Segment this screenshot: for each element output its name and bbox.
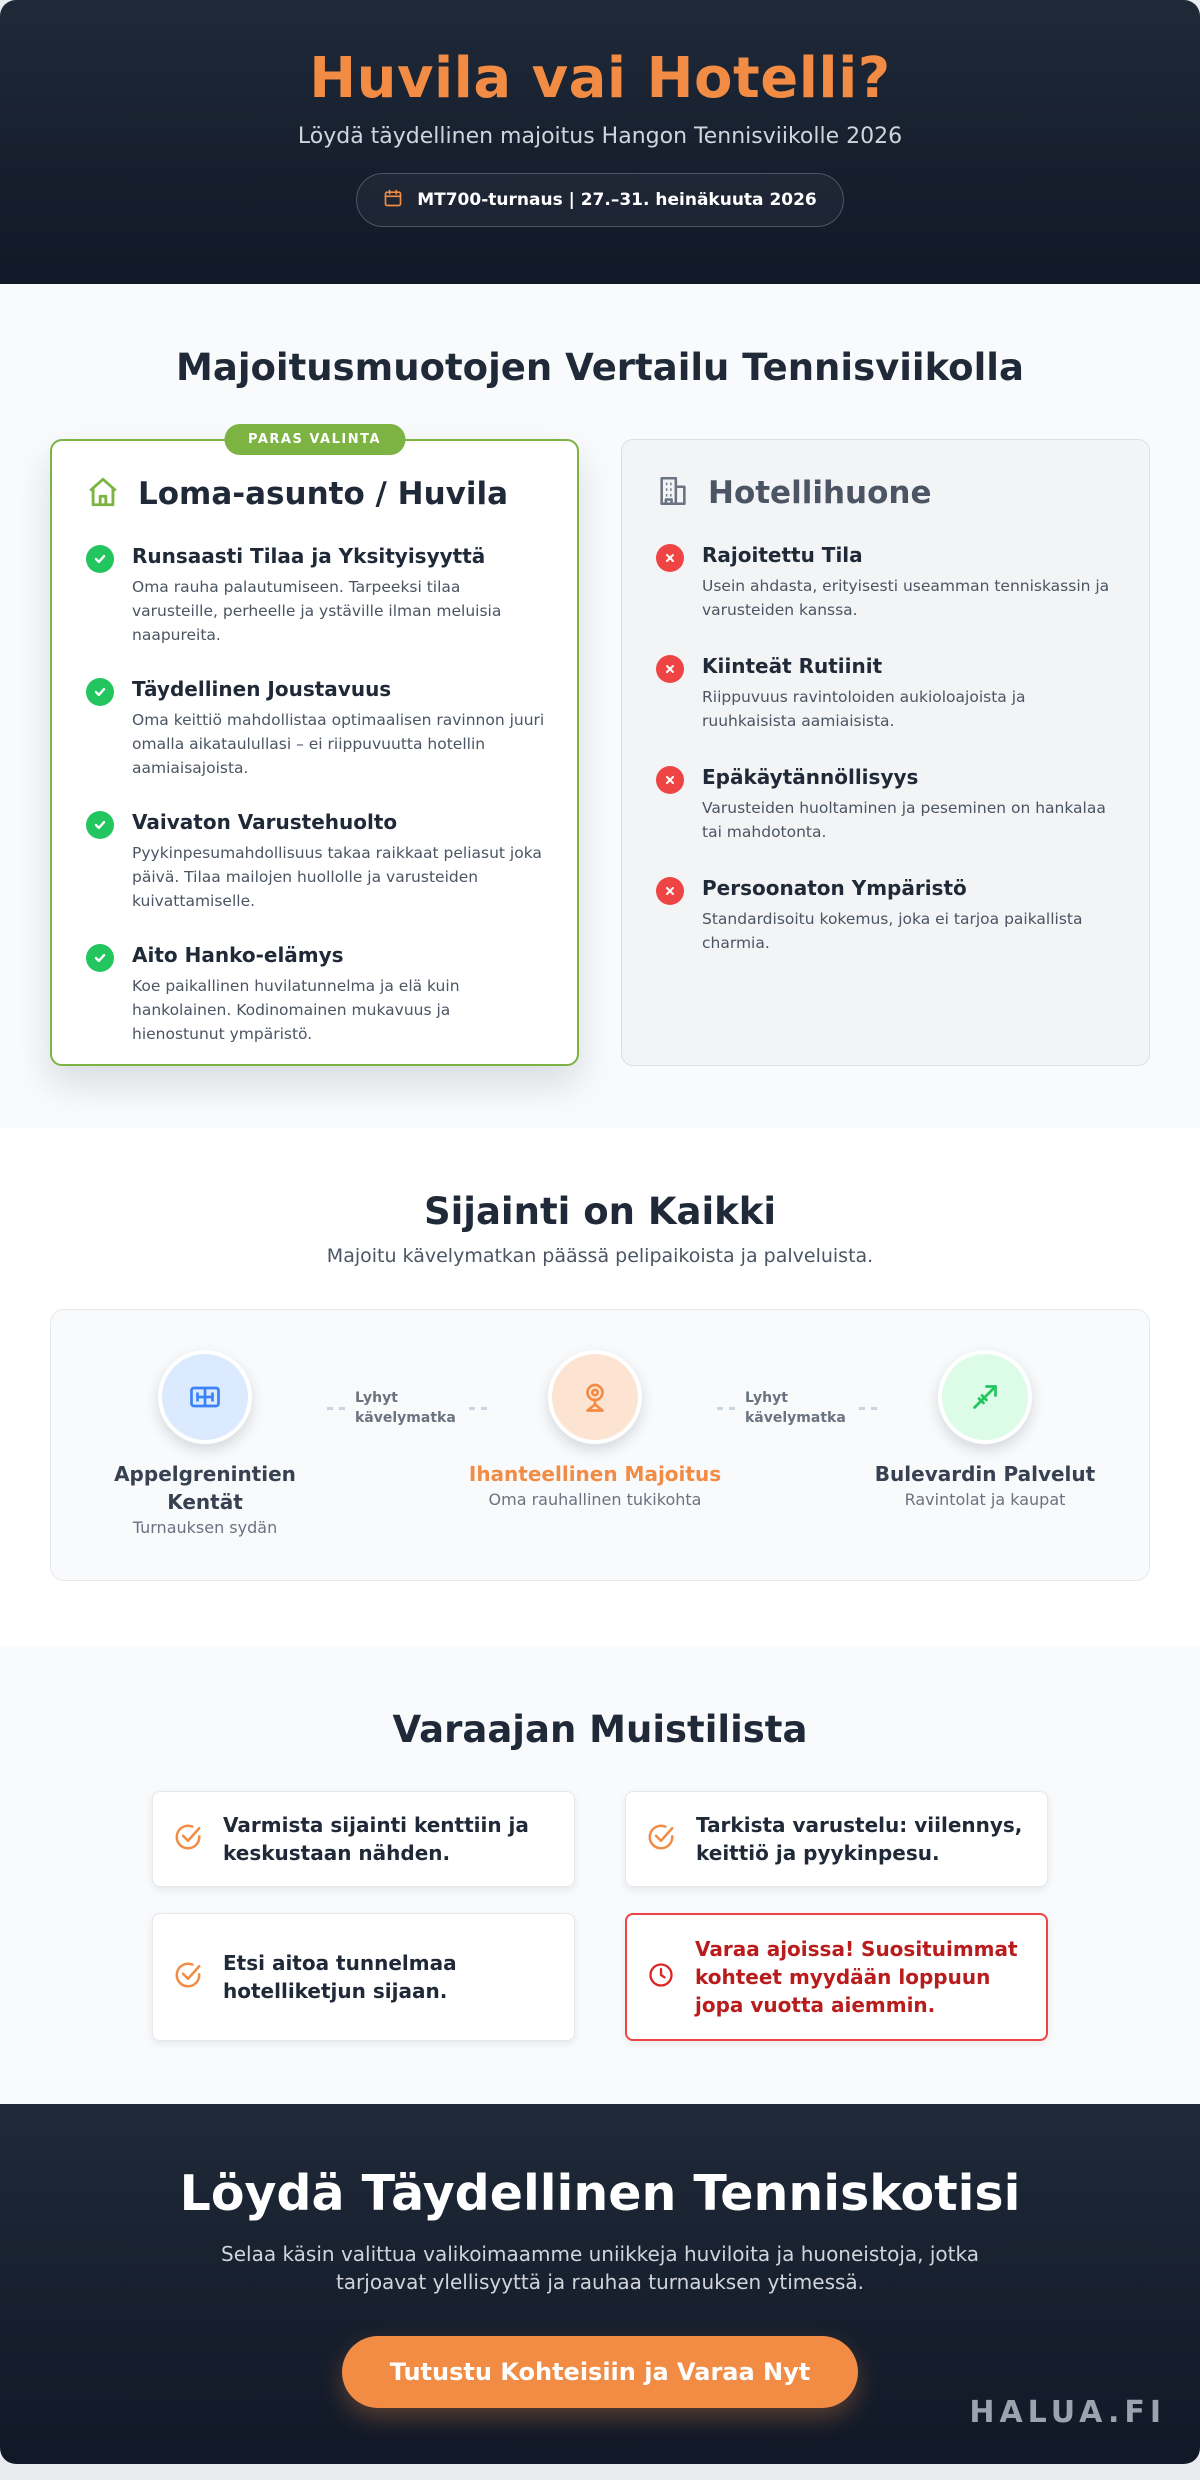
location-section <box>0 1128 1200 1646</box>
hotel-feature-title: Epäkäytännöllisyys <box>702 765 919 789</box>
hotel-feature <box>656 653 1117 733</box>
tennis-court-icon <box>158 1350 252 1444</box>
house-icon <box>86 475 120 513</box>
checklist-item <box>152 1913 575 2041</box>
event-text: MT700-turnaus | 27.–31. heinäkuuta 2026 <box>417 190 817 210</box>
location-node-desc: Oma rauhallinen tukikohta <box>488 1490 702 1509</box>
event-badge <box>356 173 844 227</box>
villa-card-header <box>86 475 545 513</box>
hero-title: Huvila vai Hotelli? <box>309 46 891 111</box>
location-lead: Majoitu kävelymatkan päässä pelipaikoista ja palveluista. <box>326 1245 874 1267</box>
walk-connector <box>717 1388 877 1428</box>
x-circle-icon <box>656 877 684 905</box>
villa-feature-desc: Pyykinpesumahdollisuus takaa raikkaat peliasut joka päivä. Tilaa mailojen huollolle ja varusteiden kuivattamiselle. <box>132 844 542 910</box>
clock-icon <box>647 1961 675 1993</box>
comparison-cards <box>50 432 1150 1066</box>
villa-feature-desc: Koe paikallinen huvilatunnelma ja elä kuin hankolainen. Kodinomainen mukavuus ja hienostunut ympäristö. <box>132 977 460 1043</box>
cta-button[interactable]: Tutustu Kohteisiin ja Varaa Nyt <box>342 2336 859 2408</box>
villa-feature-title: Runsaasti Tilaa ja Yksityisyyttä <box>132 544 486 568</box>
hero-header <box>0 0 1200 284</box>
check-circle-icon <box>86 678 114 706</box>
x-circle-icon <box>656 544 684 572</box>
villa-feature <box>86 543 545 647</box>
hero-subtitle: Löydä täydellinen majoitus Hangon Tennisviikolle 2026 <box>297 124 903 149</box>
checklist-grid <box>0 1791 1200 2091</box>
brand-logo: HALUA.FI <box>969 2395 1166 2430</box>
checklist-item-text: Tarkista varustelu: viilennys, keittiö ja pyykinpesu. <box>696 1813 1023 1865</box>
location-node-name: Appelgrenintien Kentät <box>114 1462 296 1514</box>
hotel-feature-title: Persoonaton Ympäristö <box>702 876 967 900</box>
check-circle-icon <box>173 1960 203 1994</box>
cta-section <box>0 2104 1200 2464</box>
checklist-item-urgent <box>625 1913 1048 2041</box>
best-choice-badge: PARAS VALINTA <box>224 424 405 455</box>
location-node-accommodation <box>465 1350 725 1509</box>
hotel-feature <box>656 764 1117 844</box>
hotel-feature-desc: Riippuvuus ravintoloiden aukioloajoista ja ruuhkaisista aamiaisista. <box>702 688 1026 730</box>
hotel-feature <box>656 542 1117 622</box>
x-circle-icon <box>656 655 684 683</box>
location-node-desc: Turnauksen sydän <box>132 1518 278 1537</box>
location-node-services <box>855 1350 1115 1509</box>
comparison-section <box>0 284 1200 1128</box>
location-title: Sijainti on Kaikki <box>423 1190 777 1233</box>
checklist-item <box>625 1791 1048 1887</box>
hotel-feature-desc: Usein ahdasta, erityisesti useamman tenniskassin ja varusteiden kanssa. <box>702 577 1110 619</box>
hotel-card-title: Hotellihuone <box>708 475 932 511</box>
villa-feature-title: Aito Hanko-elämys <box>132 943 344 967</box>
villa-feature-desc: Oma keittiö mahdollistaa optimaalisen ravinnon juuri omalla aikataulullasi – ei riippuvuutta hotellin aamiaisajoista. <box>132 711 545 777</box>
villa-feature <box>86 676 545 780</box>
check-circle-icon <box>86 545 114 573</box>
checklist-section <box>0 1646 1200 2104</box>
check-circle-icon <box>173 1822 203 1856</box>
walk-label: Lyhyt kävelymatka <box>745 1390 846 1426</box>
walk-label: Lyhyt kävelymatka <box>355 1390 456 1426</box>
hotel-feature-desc: Standardisoitu kokemus, joka ei tarjoa paikallista charmia. <box>702 910 1083 952</box>
cta-title: Löydä Täydellinen Tenniskotisi <box>179 2165 1021 2222</box>
location-node-desc: Ravintolat ja kaupat <box>904 1490 1066 1509</box>
walk-connector <box>327 1388 487 1428</box>
location-node-courts <box>75 1350 335 1537</box>
checklist-title: Varaajan Muistilista <box>392 1708 808 1751</box>
x-circle-icon <box>656 766 684 794</box>
check-circle-icon <box>86 944 114 972</box>
check-circle-icon <box>86 811 114 839</box>
hotel-feature <box>656 875 1117 955</box>
villa-feature-title: Täydellinen Joustavuus <box>132 677 392 701</box>
villa-feature-desc: Oma rauha palautumiseen. Tarpeeksi tilaa varusteille, perheelle ja ystäville ilman meluisia naapureita. <box>132 578 502 644</box>
hotel-card <box>621 439 1150 1066</box>
villa-feature-title: Vaivaton Varustehuolto <box>132 810 398 834</box>
comparison-title: Majoitusmuotojen Vertailu Tennisviikolla <box>176 346 1024 389</box>
checklist-item <box>152 1791 575 1887</box>
checklist-item-text: Varmista sijainti kenttiin ja keskustaan nähden. <box>223 1813 529 1865</box>
hotel-feature-title: Kiinteät Rutiinit <box>702 654 883 678</box>
walking-route-icon <box>938 1350 1032 1444</box>
villa-feature <box>86 942 545 1046</box>
location-node-name: Bulevardin Palvelut <box>874 1462 1096 1486</box>
villa-feature <box>86 809 545 913</box>
hotel-feature-desc: Varusteiden huoltaminen ja peseminen on hankalaa tai mahdotonta. <box>702 799 1106 841</box>
map-pin-icon <box>548 1350 642 1444</box>
check-circle-icon <box>646 1822 676 1856</box>
location-node-name: Ihanteellinen Majoitus <box>468 1462 722 1486</box>
checklist-item-text: Etsi aitoa tunnelmaa hotelliketjun sijaan. <box>223 1951 457 2003</box>
calendar-icon <box>383 188 403 212</box>
hotel-card-header <box>656 474 1117 512</box>
cta-text: Selaa käsin valittua valikoimaamme uniikkeja huviloita ja huoneistoja, jotka tarjoavat ylellisyyttä ja rauhaa turnauksen ytimessä. <box>221 2242 979 2294</box>
villa-card <box>50 432 579 1066</box>
building-icon <box>656 474 690 512</box>
villa-card-title: Loma-asunto / Huvila <box>138 476 509 512</box>
location-diagram <box>50 1309 1150 1581</box>
checklist-item-text: Varaa ajoissa! Suosituimmat kohteet myydään loppuun jopa vuotta aiemmin. <box>695 1937 1018 2017</box>
hotel-feature-title: Rajoitettu Tila <box>702 543 863 567</box>
